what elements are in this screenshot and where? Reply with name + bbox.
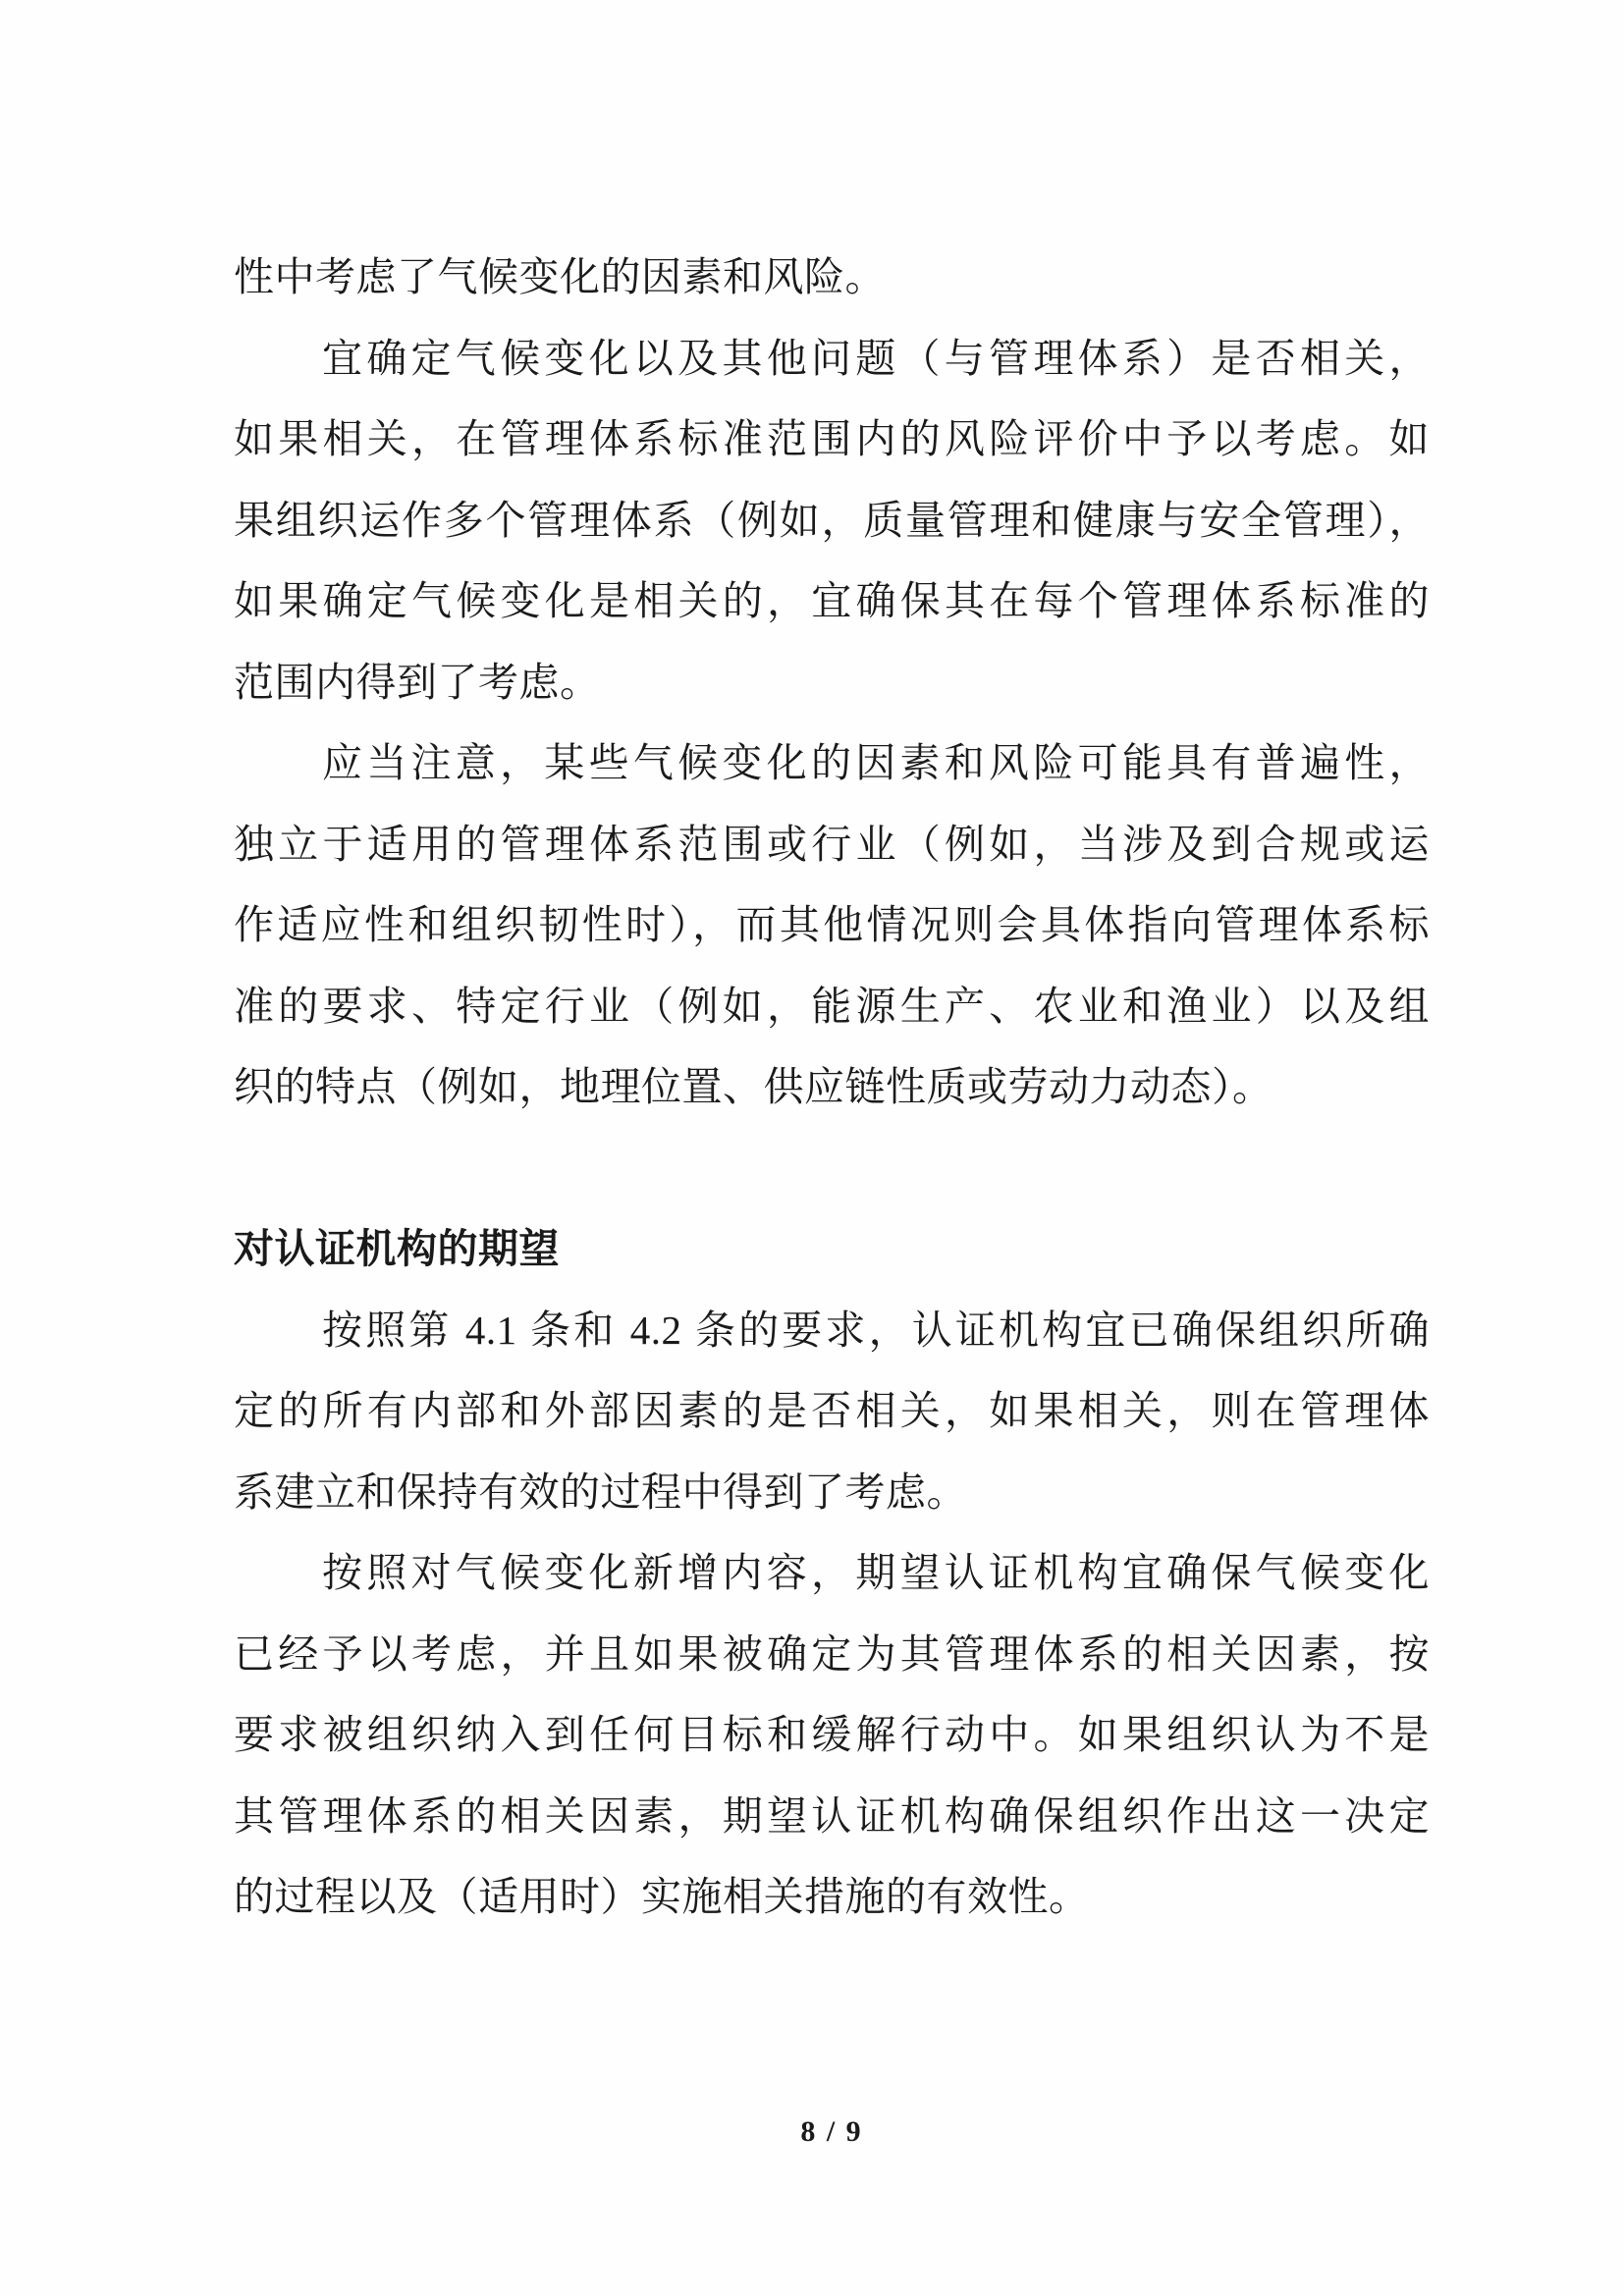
body-line: 果组织运作多个管理体系（例如，质量管理和健康与安全管理）， [234,497,1430,543]
page-number: 8 / 9 [800,2115,863,2148]
line-spacer [234,1128,1430,1209]
body-line: 按照对气候变化新增内容，期望认证机构宜确保气候变化 [322,1550,1430,1595]
body-line: 的过程以及（适用时）实施相关措施的有效性。 [234,1874,1090,1919]
body-line: 准的要求、特定行业（例如，能源生产、农业和渔业）以及组 [234,983,1430,1029]
body-line: 定的所有内部和外部因素的是否相关，如果相关，则在管理体 [234,1388,1430,1433]
body-line: 按照第 4.1 条和 4.2 条的要求，认证机构宜已确保组织所确 [322,1307,1430,1353]
body-line: 性中考虑了气候变化的因素和风险。 [234,254,886,299]
body-line: 要求被组织纳入到任何目标和缓解行动中。如果组织认为不是 [234,1712,1430,1757]
body-line: 已经予以考虑，并且如果被确定为其管理体系的相关因素，按 [234,1630,1430,1677]
body-line: 其管理体系的相关因素，期望认证机构确保组织作出这一决定 [234,1792,1430,1839]
body-line: 应当注意，某些气候变化的因素和风险可能具有普遍性， [322,740,1430,785]
body-line: 范围内得到了考虑。 [234,659,601,705]
body-line: 独立于适用的管理体系范围或行业（例如，当涉及到合规或运 [234,821,1430,867]
body-line: 系建立和保持有效的过程中得到了考虑。 [234,1468,967,1515]
body-line: 如果确定气候变化是相关的，宜确保其在每个管理体系标准的 [234,578,1430,623]
body-line: 作适应性和组织韧性时），而其他情况则会具体指向管理体系标 [234,902,1430,947]
section-heading: 对认证机构的期望 [234,1226,560,1271]
body-line: 宜确定气候变化以及其他问题（与管理体系）是否相关， [322,335,1430,381]
body-line: 如果相关，在管理体系标准范围内的风险评价中予以考虑。如 [234,416,1430,461]
text-block [234,237,1430,1938]
body-line: 织的特点（例如，地理位置、供应链性质或劳动力动态）。 [234,1064,1273,1109]
